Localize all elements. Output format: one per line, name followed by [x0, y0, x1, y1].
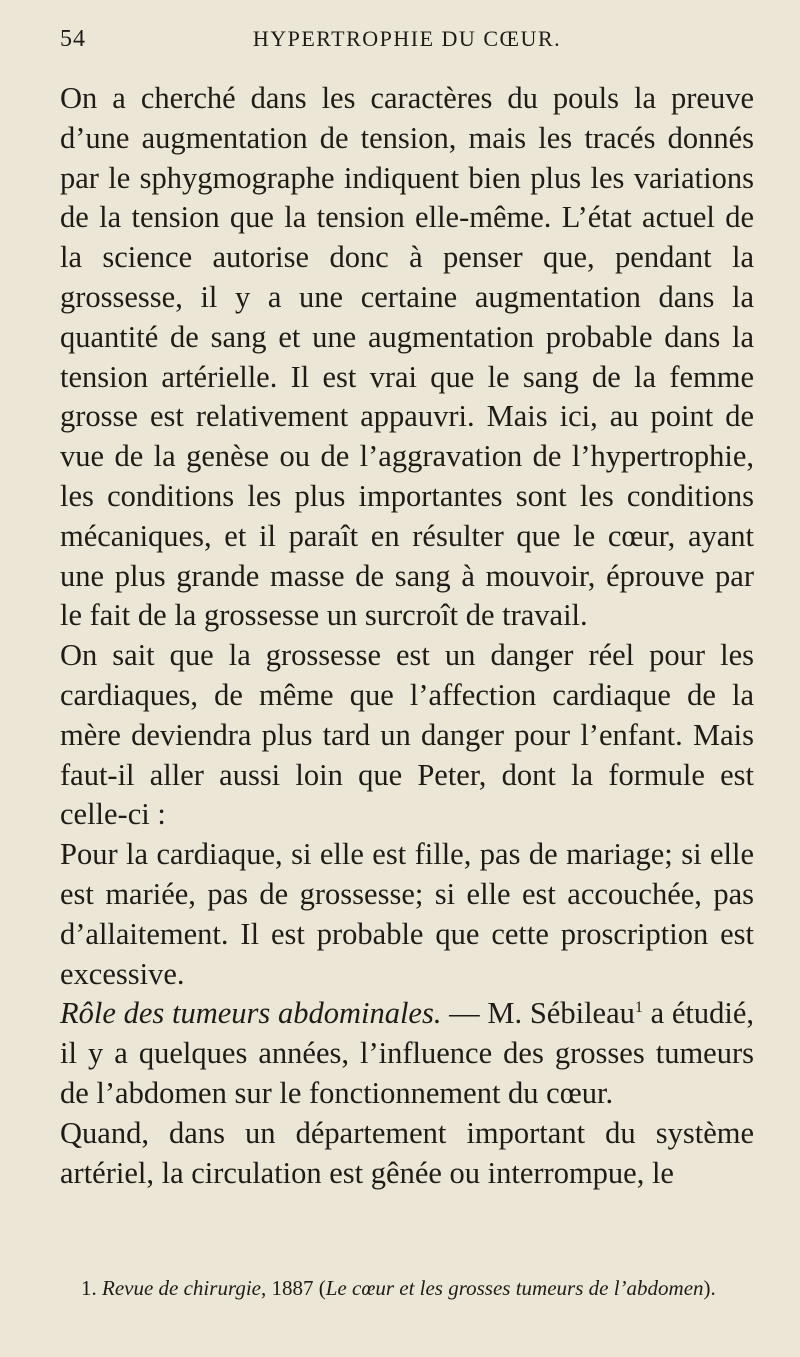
running-title: HYPERTROPHIE DU CŒUR. [252, 26, 562, 51]
footnote-close: ). [703, 1276, 716, 1300]
page-number: 54 [60, 26, 86, 52]
paragraph-danger: On sait que la grossesse est un danger réel pour les cardiaques, de même que l’affection cardiaque de la mère deviendra plus tard un danger pour l’enfant. Mais faut-il aller aussi loin que Peter, dont la formule est celle-ci : [60, 638, 754, 832]
footnote-mark: 1. [81, 1276, 97, 1300]
footnote-reference: 1 [634, 999, 643, 1017]
running-head [60, 26, 754, 56]
footnote-journal: Revue de chirurgie [102, 1276, 261, 1300]
paragraph-text: — M. Sébileau [441, 996, 635, 1031]
paragraph-abdominal-tumors [60, 994, 754, 1113]
footnote-year: , 1887 ( [261, 1276, 326, 1300]
paragraph-circulation: Quand, dans un département important du système artériel, la circulation est gênée ou interrompue, le [60, 1115, 754, 1190]
paragraph-peter-formula: Pour la cardiaque, si elle est fille, pas de mariage; si elle est mariée, pas de grossesse; si elle est accouchée, pas d’allaitement. Il est probable que cette proscription est excessive. [60, 837, 754, 991]
body-text [60, 79, 754, 1193]
paragraph-text: a étudié, il y a quelques années, l’influence des grosses tumeurs de l’abdomen sur le fonctionnement du cœur. [60, 996, 754, 1110]
paragraph-tension: On a cherché dans les caractères du pouls la preuve d’une augmentation de tension, mais les tracés donnés par le sphygmographe indiquent bien plus les variations de la tension que la tension elle-même. L’état actuel de la science autorise donc à penser que, pendant la grossesse, il y a une certaine augmentation dans la quantité de sang et une augmentation probable dans la tension artérielle. Il est vrai que le sang de la femme grosse est relativement appauvri. Mais ici, au point de vue de la genèse ou de l’aggravation de l’hypertrophie, les conditions les plus importantes sont les conditions mécaniques, et il paraît en résulter que le cœur, ayant une plus grande masse de sang à mouvoir, éprouve par le fait de la grossesse un surcroît de travail. [60, 81, 754, 633]
footnote-article: Le cœur et les grosses tumeurs de l’abdomen [325, 1276, 704, 1300]
footnote [60, 1274, 754, 1302]
section-heading: Rôle des tumeurs abdominales. [60, 996, 442, 1031]
